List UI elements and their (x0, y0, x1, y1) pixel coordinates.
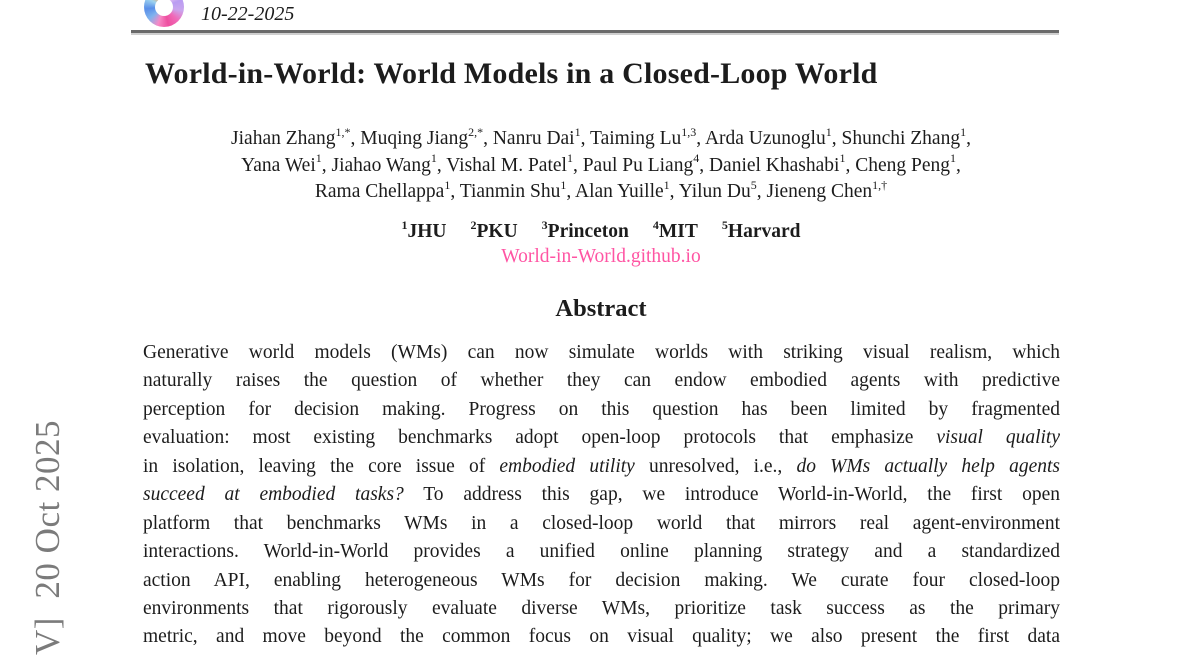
author-line: Rama Chellappa$^1$, Tianmin Shu$^1$, Alan Yuille$^1$, Yilun Du$^5$, Jieneng Chen$^{1,\dagger}$ (314, 177, 888, 202)
affiliation-block (142, 217, 1060, 243)
affiliation-item: $^3$Princeton (541, 217, 629, 242)
abstract-body-text: perception for decision making. Progress on this question has been limited by fragmented (143, 398, 1060, 420)
abstract-line (143, 598, 1060, 626)
abstract-heading: Abstract (555, 295, 647, 322)
author-affiliation-sup: 1,† (872, 177, 888, 192)
abstract-body-text: evaluation: most existing benchmarks adopt open-loop protocols that emphasize (143, 427, 937, 449)
affiliation-item: $^4$MIT (652, 217, 698, 242)
affiliation-sup: 5 (721, 217, 728, 232)
rainbow-swirl-logo-icon (144, 0, 184, 27)
abstract-body-text: unresolved, i.e., (634, 455, 797, 477)
author-affiliation-sup: 4 (693, 151, 700, 165)
author-line: Yana Wei$^1$, Jiahao Wang$^1$, Vishal M. Patel$^1$, Paul Pu Liang$^4$, Daniel Khashabi$^1$, Cheng Peng$^1$, (241, 151, 961, 176)
author-affiliation-sup: 1 (950, 151, 957, 165)
abstract-line (143, 541, 1060, 569)
author-block (142, 126, 1060, 206)
abstract-body-text: in isolation, leaving the core issue of (143, 455, 500, 477)
author-affiliation-sup: 1 (825, 124, 832, 139)
affiliation-sup: 4 (652, 217, 659, 232)
author-affiliation-sup: 2,* (468, 124, 484, 139)
abstract-line (143, 456, 1060, 484)
abstract-line (143, 513, 1060, 541)
arxiv-sidebar-watermark: V] 20 Oct 2025 (28, 420, 67, 655)
abstract-body-text: naturally raises the question of whether they can endow embodied agents with predictive (143, 370, 1060, 392)
author-affiliation-sup: 1 (839, 151, 846, 165)
abstract-emphasis-text: do WMs actually help agents (796, 455, 1060, 477)
affiliation-sup: 3 (541, 217, 548, 232)
abstract-body-text: Generative world models (WMs) can now simulate worlds with striking visual realism, which (143, 342, 1060, 363)
page-title: World-in-World: World Models in a Closed-Loop World (145, 57, 878, 90)
affiliation-sup: 2 (470, 217, 477, 232)
abstract-line (143, 399, 1060, 427)
abstract-body-text: platform that benchmarks WMs in a closed-loop world that mirrors real agent-environment (143, 512, 1060, 534)
author-affiliation-sup: 1 (566, 151, 573, 165)
abstract-line (143, 570, 1060, 598)
abstract-line (143, 484, 1060, 512)
abstract-body-text: To address this gap, we introduce World-in-World, the first open (403, 484, 1060, 506)
abstract-line (143, 342, 1060, 370)
abstract-body-text: metric, and move beyond the common focus on visual quality; we also present the first data (143, 626, 1060, 648)
abstract-body-text: action API, enabling heterogeneous WMs for decision making. We curate four closed-loop (143, 569, 1060, 591)
abstract-line (143, 626, 1060, 654)
project-website-link[interactable]: World-in-World.github.io (501, 246, 701, 267)
header-rule-divider (131, 30, 1059, 35)
author-affiliation-sup: 1 (663, 177, 670, 192)
affiliation-sup: 1 (401, 217, 408, 232)
author-affiliation-sup: 1 (574, 124, 581, 139)
abstract-emphasis-text: embodied utility (499, 455, 635, 477)
abstract-body-text: environments that rigorously evaluate diverse WMs, prioritize task success as the primary (143, 597, 1060, 619)
author-line: Jiahan Zhang$^{1,*}$, Muqing Jiang$^{2,*}$, Nanru Dai$^1$, Taiming Lu$^{1,3}$, Arda Uzunoglu$^1$, Shunchi Zhang$^1$, (231, 124, 971, 149)
author-affiliation-sup: 1 (444, 177, 451, 192)
author-affiliation-sup: 1 (560, 177, 567, 192)
abstract-emphasis-text: succeed at embodied tasks? (143, 484, 404, 506)
abstract-line (143, 427, 1060, 455)
author-affiliation-sup: 1 (430, 151, 437, 165)
abstract-body-text: interactions. World-in-World provides a unified online planning strategy and a standardized (143, 541, 1060, 563)
abstract-emphasis-text: visual quality (936, 427, 1060, 449)
affiliation-item: $^1$JHU (401, 217, 447, 242)
abstract-text (143, 342, 1060, 655)
author-affiliation-sup: 5 (750, 177, 757, 192)
affiliation-item: $^5$Harvard (721, 217, 801, 242)
author-affiliation-sup: 1,* (335, 124, 351, 139)
author-affiliation-sup: 1,3 (681, 124, 697, 139)
abstract-line (143, 370, 1060, 398)
author-affiliation-sup: 1 (960, 124, 967, 139)
author-affiliation-sup: 1 (315, 151, 322, 165)
affiliation-item: $^2$PKU (470, 217, 518, 242)
header-date: 10-22-2025 (201, 3, 295, 25)
